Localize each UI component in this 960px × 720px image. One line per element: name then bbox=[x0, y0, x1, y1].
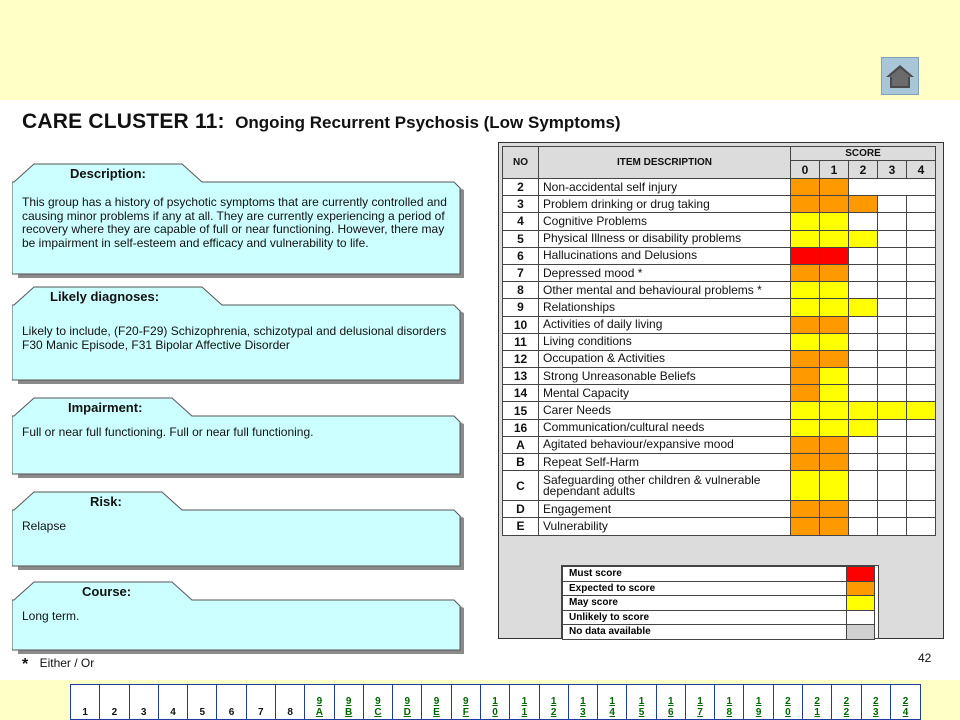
nav-label: 1 bbox=[82, 707, 88, 718]
item-description: Problem drinking or drug taking bbox=[539, 196, 791, 213]
item-description: Relationships bbox=[539, 299, 791, 316]
nav-cluster-4 bbox=[159, 685, 188, 719]
score-cell bbox=[791, 454, 820, 471]
score-cell bbox=[791, 213, 820, 230]
score-cell bbox=[820, 333, 849, 350]
nav-label[interactable]: 1 7 bbox=[697, 696, 703, 718]
score-cell bbox=[907, 213, 936, 230]
score-cell bbox=[878, 196, 907, 213]
score-column-1: 1 bbox=[820, 161, 849, 179]
nav-label[interactable]: 1 2 bbox=[550, 696, 557, 718]
item-number: 16 bbox=[503, 419, 539, 436]
legend-row bbox=[563, 581, 875, 596]
table-row bbox=[503, 471, 936, 501]
score-cell bbox=[849, 316, 878, 333]
score-cell bbox=[878, 518, 907, 535]
item-number: 11 bbox=[503, 333, 539, 350]
item-number: 2 bbox=[503, 179, 539, 196]
item-description: Safeguarding other children & vulnerable dependant adults bbox=[539, 471, 791, 501]
score-cell bbox=[878, 350, 907, 367]
section-label: Course: bbox=[82, 584, 132, 599]
section-label: Likely diagnoses: bbox=[50, 289, 160, 304]
score-cell bbox=[878, 501, 907, 518]
score-cell bbox=[907, 454, 936, 471]
section-label: Impairment: bbox=[68, 400, 143, 415]
score-panel bbox=[498, 142, 944, 639]
section-text: Long term. bbox=[22, 609, 80, 623]
score-cell bbox=[820, 518, 849, 535]
table-row bbox=[503, 247, 936, 264]
score-cell bbox=[907, 230, 936, 247]
score-cell bbox=[791, 471, 820, 501]
score-cell bbox=[907, 471, 936, 501]
score-cell bbox=[820, 454, 849, 471]
score-cell bbox=[907, 196, 936, 213]
legend-swatch bbox=[847, 581, 875, 596]
footnote-text: Either / Or bbox=[39, 656, 95, 670]
score-cell bbox=[820, 179, 849, 196]
nav-cluster-9d[interactable] bbox=[393, 685, 422, 719]
nav-cluster-7 bbox=[247, 685, 276, 719]
legend-swatch bbox=[847, 625, 875, 640]
legend-label: Must score bbox=[563, 567, 847, 582]
nav-label[interactable]: 2 2 bbox=[843, 696, 850, 718]
score-cell bbox=[849, 264, 878, 281]
legend-label: No data available bbox=[563, 625, 847, 640]
score-cell bbox=[907, 264, 936, 281]
table-row bbox=[503, 385, 936, 402]
item-description: Other mental and behavioural problems * bbox=[539, 282, 791, 299]
nav-label[interactable]: 2 1 bbox=[814, 696, 820, 718]
score-cell bbox=[849, 247, 878, 264]
score-column-0: 0 bbox=[791, 161, 820, 179]
score-cell bbox=[878, 368, 907, 385]
score-cell bbox=[820, 247, 849, 264]
score-cell bbox=[878, 230, 907, 247]
section-text: Full or near full functioning. Full or near full functioning. bbox=[22, 425, 314, 439]
nav-label[interactable]: 1 3 bbox=[580, 696, 586, 718]
score-cell bbox=[791, 264, 820, 281]
score-cell bbox=[820, 282, 849, 299]
score-cell bbox=[849, 299, 878, 316]
nav-label[interactable]: 9 E bbox=[433, 696, 440, 718]
score-cell bbox=[849, 196, 878, 213]
nav-cluster-22[interactable] bbox=[832, 685, 861, 719]
legend-swatch bbox=[847, 610, 875, 625]
score-cell bbox=[849, 419, 878, 436]
item-number: 12 bbox=[503, 350, 539, 367]
nav-cluster-5 bbox=[188, 685, 217, 719]
score-cell bbox=[820, 350, 849, 367]
table-row bbox=[503, 333, 936, 350]
home-icon bbox=[885, 63, 915, 89]
item-description: Hallucinations and Delusions bbox=[539, 247, 791, 264]
nav-label[interactable]: 1 1 bbox=[521, 696, 528, 718]
legend-row bbox=[563, 625, 875, 640]
score-cell bbox=[820, 436, 849, 453]
table-row bbox=[503, 282, 936, 299]
item-number: E bbox=[503, 518, 539, 535]
score-column-3: 3 bbox=[878, 161, 907, 179]
score-cell bbox=[849, 402, 878, 419]
item-description: Non-accidental self injury bbox=[539, 179, 791, 196]
score-cell bbox=[878, 264, 907, 281]
score-cell bbox=[820, 402, 849, 419]
nav-label: 3 bbox=[140, 707, 147, 718]
nav-cluster-3 bbox=[130, 685, 159, 719]
score-cell bbox=[878, 454, 907, 471]
score-column-2: 2 bbox=[849, 161, 878, 179]
item-description: Activities of daily living bbox=[539, 316, 791, 333]
score-cell bbox=[791, 316, 820, 333]
cluster-heading: CARE CLUSTER 11: bbox=[22, 110, 225, 133]
table-row bbox=[503, 419, 936, 436]
cluster-subtitle: Ongoing Recurrent Psychosis (Low Symptoms) bbox=[235, 113, 621, 132]
score-cell bbox=[907, 247, 936, 264]
nav-label: 7 bbox=[258, 707, 264, 718]
legend bbox=[561, 565, 879, 639]
score-cell bbox=[907, 299, 936, 316]
item-number: 13 bbox=[503, 368, 539, 385]
item-description: Agitated behaviour/expansive mood bbox=[539, 436, 791, 453]
nav-label[interactable]: 1 8 bbox=[726, 696, 733, 718]
nav-cluster-16[interactable] bbox=[657, 685, 686, 719]
nav-cluster-8 bbox=[276, 685, 305, 719]
item-number: C bbox=[503, 471, 539, 501]
nav-label: 2 bbox=[111, 707, 118, 718]
score-cell bbox=[907, 316, 936, 333]
nav-label: 8 bbox=[287, 707, 293, 718]
nav-cluster-9f[interactable] bbox=[452, 685, 481, 719]
item-number: 4 bbox=[503, 213, 539, 230]
score-cell bbox=[791, 436, 820, 453]
score-cell bbox=[907, 501, 936, 518]
header-item-description: ITEM DESCRIPTION bbox=[539, 147, 791, 179]
score-cell bbox=[820, 230, 849, 247]
item-number: D bbox=[503, 501, 539, 518]
score-cell bbox=[907, 368, 936, 385]
legend-row bbox=[563, 610, 875, 625]
nav-cluster-1 bbox=[71, 685, 100, 719]
score-cell bbox=[849, 436, 878, 453]
nav-cluster-9c[interactable] bbox=[364, 685, 393, 719]
nav-cluster-2 bbox=[100, 685, 129, 719]
score-cell bbox=[849, 471, 878, 501]
score-cell bbox=[907, 350, 936, 367]
nav-cluster-9a[interactable] bbox=[305, 685, 334, 719]
nav-cluster-9e[interactable] bbox=[422, 685, 451, 719]
item-description: Cognitive Problems bbox=[539, 213, 791, 230]
legend-table bbox=[562, 566, 875, 640]
score-cell bbox=[849, 179, 936, 196]
score-cell bbox=[878, 436, 907, 453]
legend-row bbox=[563, 596, 875, 611]
score-cell bbox=[820, 501, 849, 518]
item-number: 14 bbox=[503, 385, 539, 402]
section-text: Likely to include, (F20-F29) Schizophrenia, schizotypal and delusional disorders F30 Manic Episode, F31 Bipolar Affective Disorder bbox=[22, 324, 447, 352]
footnote bbox=[22, 656, 94, 674]
nav-label[interactable]: 1 4 bbox=[609, 696, 615, 718]
item-number: 5 bbox=[503, 230, 539, 247]
page-title bbox=[22, 110, 621, 134]
score-cell bbox=[907, 402, 936, 419]
item-number: A bbox=[503, 436, 539, 453]
legend-swatch bbox=[847, 567, 875, 582]
score-cell bbox=[820, 368, 849, 385]
score-cell bbox=[820, 471, 849, 501]
score-cell bbox=[849, 213, 878, 230]
score-cell bbox=[820, 264, 849, 281]
section-likely-diagnoses bbox=[12, 285, 466, 384]
item-number: 10 bbox=[503, 316, 539, 333]
score-cell bbox=[849, 333, 878, 350]
header-no: NO bbox=[503, 147, 539, 179]
nav-cluster-19[interactable] bbox=[744, 685, 773, 719]
score-cell bbox=[791, 196, 820, 213]
table-row bbox=[503, 179, 936, 196]
table-row bbox=[503, 316, 936, 333]
score-cell bbox=[820, 213, 849, 230]
score-cell bbox=[878, 213, 907, 230]
section-description bbox=[12, 162, 466, 278]
nav-label[interactable]: 1 0 bbox=[492, 696, 498, 718]
slide bbox=[0, 100, 960, 680]
score-cell bbox=[791, 402, 820, 419]
item-number: 15 bbox=[503, 402, 539, 419]
score-cell bbox=[820, 419, 849, 436]
nav-label[interactable]: 2 4 bbox=[902, 696, 909, 718]
top-banner bbox=[0, 0, 960, 100]
table-row bbox=[503, 264, 936, 281]
item-description: Occupation & Activities bbox=[539, 350, 791, 367]
item-description: Engagement bbox=[539, 501, 791, 518]
score-cell bbox=[791, 518, 820, 535]
score-cell bbox=[878, 247, 907, 264]
nav-label[interactable]: 2 0 bbox=[785, 696, 791, 718]
nav-cluster-17[interactable] bbox=[686, 685, 715, 719]
score-table bbox=[502, 146, 936, 536]
score-cell bbox=[907, 282, 936, 299]
score-cell bbox=[878, 299, 907, 316]
legend-label: May score bbox=[563, 596, 847, 611]
item-description: Depressed mood * bbox=[539, 264, 791, 281]
header-score: SCORE bbox=[791, 147, 936, 161]
table-row bbox=[503, 350, 936, 367]
score-cell bbox=[849, 350, 878, 367]
table-row bbox=[503, 299, 936, 316]
nav-cluster-21[interactable] bbox=[803, 685, 832, 719]
score-cell bbox=[849, 501, 878, 518]
score-cell bbox=[907, 419, 936, 436]
table-row bbox=[503, 213, 936, 230]
item-description: Strong Unreasonable Beliefs bbox=[539, 368, 791, 385]
score-cell bbox=[878, 316, 907, 333]
footnote-symbol: * bbox=[22, 656, 29, 673]
score-cell bbox=[907, 518, 936, 535]
score-cell bbox=[907, 333, 936, 350]
score-cell bbox=[878, 385, 907, 402]
score-cell bbox=[791, 419, 820, 436]
legend-row bbox=[563, 567, 875, 582]
score-cell bbox=[907, 385, 936, 402]
item-number: 3 bbox=[503, 196, 539, 213]
nav-cluster-10[interactable] bbox=[481, 685, 510, 719]
score-cell bbox=[878, 402, 907, 419]
score-cell bbox=[907, 436, 936, 453]
table-row bbox=[503, 402, 936, 419]
nav-cluster-14[interactable] bbox=[598, 685, 627, 719]
item-number: B bbox=[503, 454, 539, 471]
score-cell bbox=[820, 299, 849, 316]
score-cell bbox=[791, 282, 820, 299]
nav-label[interactable]: 1 9 bbox=[755, 696, 762, 718]
score-cell bbox=[791, 385, 820, 402]
nav-cluster-9b[interactable] bbox=[335, 685, 364, 719]
item-number: 6 bbox=[503, 247, 539, 264]
table-row bbox=[503, 436, 936, 453]
nav-cluster-6 bbox=[217, 685, 246, 719]
nav-label[interactable]: 1 6 bbox=[667, 696, 674, 718]
nav-label: 6 bbox=[228, 707, 235, 718]
item-description: Living conditions bbox=[539, 333, 791, 350]
nav-label[interactable]: 9 C bbox=[374, 696, 382, 718]
score-cell bbox=[791, 501, 820, 518]
score-column-4: 4 bbox=[907, 161, 936, 179]
cluster-navigation bbox=[70, 684, 921, 720]
home-button[interactable] bbox=[881, 57, 919, 95]
score-cell bbox=[849, 282, 878, 299]
score-cell bbox=[849, 518, 878, 535]
nav-cluster-15[interactable] bbox=[627, 685, 656, 719]
score-cell bbox=[791, 333, 820, 350]
table-row bbox=[503, 454, 936, 471]
table-row bbox=[503, 230, 936, 247]
score-cell bbox=[791, 350, 820, 367]
nav-label: 5 bbox=[199, 707, 206, 718]
item-description: Mental Capacity bbox=[539, 385, 791, 402]
nav-label[interactable]: 9 A bbox=[315, 696, 323, 718]
legend-label: Unlikely to score bbox=[563, 610, 847, 625]
score-cell bbox=[849, 454, 878, 471]
page-number: 42 bbox=[918, 651, 932, 665]
score-cell bbox=[791, 247, 820, 264]
nav-cluster-23[interactable] bbox=[862, 685, 891, 719]
nav-label[interactable]: 2 3 bbox=[872, 696, 879, 718]
nav-cluster-18[interactable] bbox=[715, 685, 744, 719]
score-cell bbox=[791, 230, 820, 247]
nav-cluster-24[interactable] bbox=[891, 685, 920, 719]
table-row bbox=[503, 501, 936, 518]
legend-label: Expected to score bbox=[563, 581, 847, 596]
score-cell bbox=[849, 385, 878, 402]
nav-cluster-20[interactable] bbox=[774, 685, 803, 719]
table-row bbox=[503, 368, 936, 385]
score-cell bbox=[878, 471, 907, 501]
section-risk bbox=[12, 490, 466, 570]
nav-label[interactable]: 9 D bbox=[403, 696, 411, 718]
score-cell bbox=[849, 368, 878, 385]
score-cell bbox=[791, 179, 820, 196]
nav-label[interactable]: 9 B bbox=[345, 696, 353, 718]
item-description: Repeat Self-Harm bbox=[539, 454, 791, 471]
nav-label[interactable]: 1 5 bbox=[638, 696, 645, 718]
score-cell bbox=[791, 299, 820, 316]
score-cell bbox=[791, 368, 820, 385]
score-cell bbox=[820, 385, 849, 402]
item-description: Carer Needs bbox=[539, 402, 791, 419]
item-number: 9 bbox=[503, 299, 539, 316]
nav-cluster-12[interactable] bbox=[540, 685, 569, 719]
nav-label[interactable]: 9 F bbox=[462, 696, 469, 718]
item-description: Communication/cultural needs bbox=[539, 419, 791, 436]
item-number: 8 bbox=[503, 282, 539, 299]
score-cell bbox=[878, 282, 907, 299]
section-course bbox=[12, 580, 466, 654]
table-row bbox=[503, 196, 936, 213]
nav-cluster-11[interactable] bbox=[510, 685, 539, 719]
item-description: Physical Illness or disability problems bbox=[539, 230, 791, 247]
score-cell bbox=[820, 316, 849, 333]
score-cell bbox=[820, 196, 849, 213]
score-cell bbox=[878, 333, 907, 350]
table-row bbox=[503, 518, 936, 535]
section-impairment bbox=[12, 396, 466, 478]
section-label: Risk: bbox=[90, 494, 122, 509]
legend-swatch bbox=[847, 596, 875, 611]
score-cell bbox=[878, 419, 907, 436]
table-header-row bbox=[503, 147, 936, 161]
nav-label: 4 bbox=[170, 707, 176, 718]
nav-cluster-13[interactable] bbox=[569, 685, 598, 719]
item-number: 7 bbox=[503, 264, 539, 281]
item-description: Vulnerability bbox=[539, 518, 791, 535]
score-cell bbox=[849, 230, 878, 247]
section-text: This group has a history of psychotic symptoms that are currently controlled and causing minor problems if any at all. They are currently experiencing a period of recovery where they are capable of full or near functioning. However, there may be impairment in self-esteem and efficacy and vulnerability to life. bbox=[22, 195, 447, 250]
section-label: Description: bbox=[70, 166, 146, 181]
section-text: Relapse bbox=[22, 519, 67, 533]
